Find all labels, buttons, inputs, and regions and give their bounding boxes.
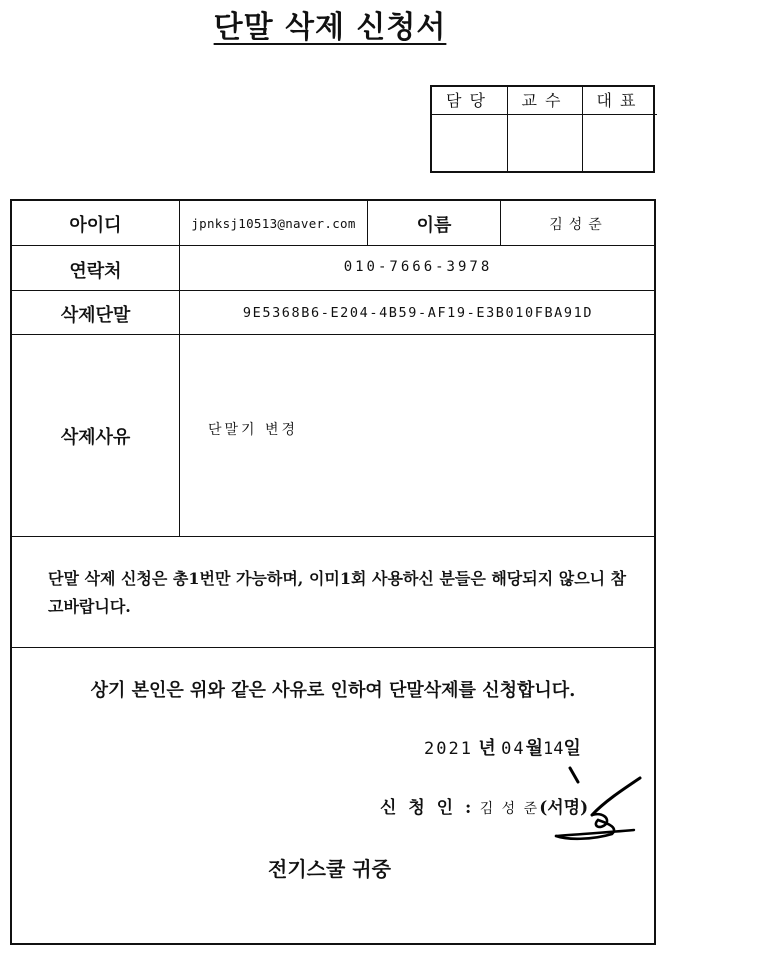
approval-col-ceo	[582, 87, 657, 171]
statement-text: 상기 본인은 위와 같은 사유로 인하여 단말삭제를 신청합니다.	[90, 680, 576, 701]
approval-header: 교수	[508, 87, 582, 115]
date-day-unit: 일	[563, 738, 581, 759]
id-label: 아이디	[69, 215, 122, 236]
applicant-label: 신 청 인 :	[380, 798, 475, 818]
approval-header: 대표	[583, 87, 657, 115]
date-line	[424, 734, 581, 760]
document-title: 단말 삭제 신청서	[213, 10, 447, 45]
approval-box	[430, 85, 655, 173]
date-day: 14	[543, 739, 564, 759]
date-month-unit: 월	[525, 738, 544, 759]
reason-label: 삭제사유	[60, 427, 131, 448]
sign-note: (서명)	[539, 798, 589, 818]
name-label: 이름	[416, 215, 452, 236]
applicant-name: 김 성 준	[479, 801, 540, 817]
approval-col-professor	[507, 87, 582, 171]
device-label: 삭제단말	[60, 305, 131, 326]
id-value: jpnksj10513@naver.com	[191, 216, 356, 231]
name-value: 김성준	[549, 217, 608, 233]
notice-text: 단말 삭제 신청은 총1번만 가능하며, 이미1회 사용하신 분들은 해당되지 않으니 참고바랍니다.	[48, 569, 627, 616]
date-year-unit: 년	[478, 738, 496, 759]
signature-mark	[552, 760, 652, 850]
approval-header: 담당	[432, 87, 507, 115]
contact-label: 연락처	[69, 261, 122, 282]
date-year: 2021	[424, 739, 473, 759]
device-value: 9E5368B6-E204-4B59-AF19-E3B010FBA91D	[242, 305, 594, 321]
contact-value: 010-7666-3978	[343, 259, 493, 275]
date-month: 04	[501, 739, 526, 759]
reason-value: 단말기 변경	[208, 422, 299, 438]
approval-col-manager	[432, 87, 507, 171]
recipient-text: 전기스쿨 귀중	[268, 857, 391, 881]
